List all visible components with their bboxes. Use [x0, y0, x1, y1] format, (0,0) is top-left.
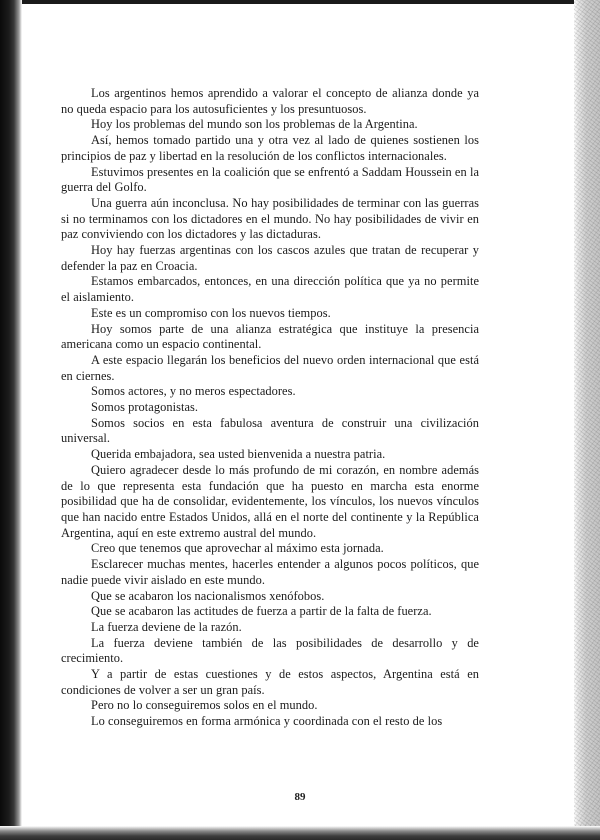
paragraph: Somos socios en esta fabulosa aventura de construir una civilización universal.: [61, 415, 479, 446]
body-text: [61, 86, 479, 730]
paragraph: Somos protagonistas.: [91, 400, 199, 415]
paragraph: Estamos embarcados, entonces, en una dirección política que ya no permite el aislamiento.: [61, 274, 479, 305]
paragraph: A este espacio llegarán los beneficios del nuevo orden internacional que está en ciernes.: [61, 352, 479, 383]
paragraph: La fuerza deviene también de las posibilidades de desarrollo y de crecimiento.: [61, 635, 479, 666]
paragraph: Y a partir de estas cuestiones y de estos aspectos, Argentina está en condiciones de volver a ser un gran país.: [61, 667, 479, 697]
scan-bottom-edge: [0, 826, 600, 840]
paragraph: Querida embajadora, sea usted bienvenida a nuestra patria.: [91, 447, 386, 462]
scan-left-edge: [0, 0, 22, 840]
paragraph: Los argentinos hemos aprendido a valorar el concepto de alianza donde ya no queda espacio para los autosuficientes y los presuntuosos.: [61, 86, 479, 116]
paragraph: Estuvimos presentes en la coalición que se enfrentó a Saddam Houssein en la guerra del Golfo.: [61, 164, 479, 195]
paragraph: Este es un compromiso con los nuevos tiempos.: [91, 305, 331, 320]
paragraph: Que se acabaron los nacionalismos xenófobos.: [91, 588, 325, 603]
paragraph: Que se acabaron las actitudes de fuerza a partir de la falta de fuerza.: [91, 604, 432, 619]
paragraph: Una guerra aún inconclusa. No hay posibilidades de terminar con las guerras si no terminamos con los dictadores en el mundo. No hay posibilidades de vivir en paz conviviendo con los dictadores y las dictaduras.: [61, 195, 479, 242]
paragraph: La fuerza deviene de la razón.: [91, 619, 242, 634]
paragraph: Creo que tenemos que aprovechar al máximo esta jornada.: [91, 541, 384, 556]
paragraph: Pero no lo conseguiremos solos en el mundo.: [91, 698, 318, 713]
paragraph: Esclarecer muchas mentes, hacerles entender a algunos pocos políticos, que nadie puede vivir aislado en este mundo.: [61, 557, 479, 587]
paragraph: Hoy somos parte de una alianza estratégica que instituye la presencia americana como un espacio continental.: [61, 321, 479, 352]
scan-right-edge: [574, 0, 600, 840]
paragraph: Así, hemos tomado partido una y otra vez al lado de quienes sostienen los principios de paz y libertad en la resolución de los conflictos internacionales.: [61, 133, 479, 163]
paragraph: Lo conseguiremos en forma armónica y coordinada con el resto de los: [91, 714, 443, 729]
paragraph: Quiero agradecer desde lo más profundo de mi corazón, en nombre además de lo que representa esta fundación que ha puesto en marcha esta enorme posibilidad que ha de consolidar, evidentemente, los vínculos, los nuevos vínculos que han nacido entre Estados Unidos, allá en el norte del continente y la República Argentina, aquí en este extremo austral del mundo.: [61, 462, 479, 540]
paragraph: Hoy hay fuerzas argentinas con los cascos azules que tratan de recuperar y defender la paz en Croacia.: [61, 243, 479, 273]
paragraph: Hoy los problemas del mundo son los problemas de la Argentina.: [91, 117, 418, 132]
page-number: 89: [294, 791, 306, 803]
scan-top-edge: [0, 0, 600, 4]
paragraph: Somos actores, y no meros espectadores.: [91, 384, 296, 399]
